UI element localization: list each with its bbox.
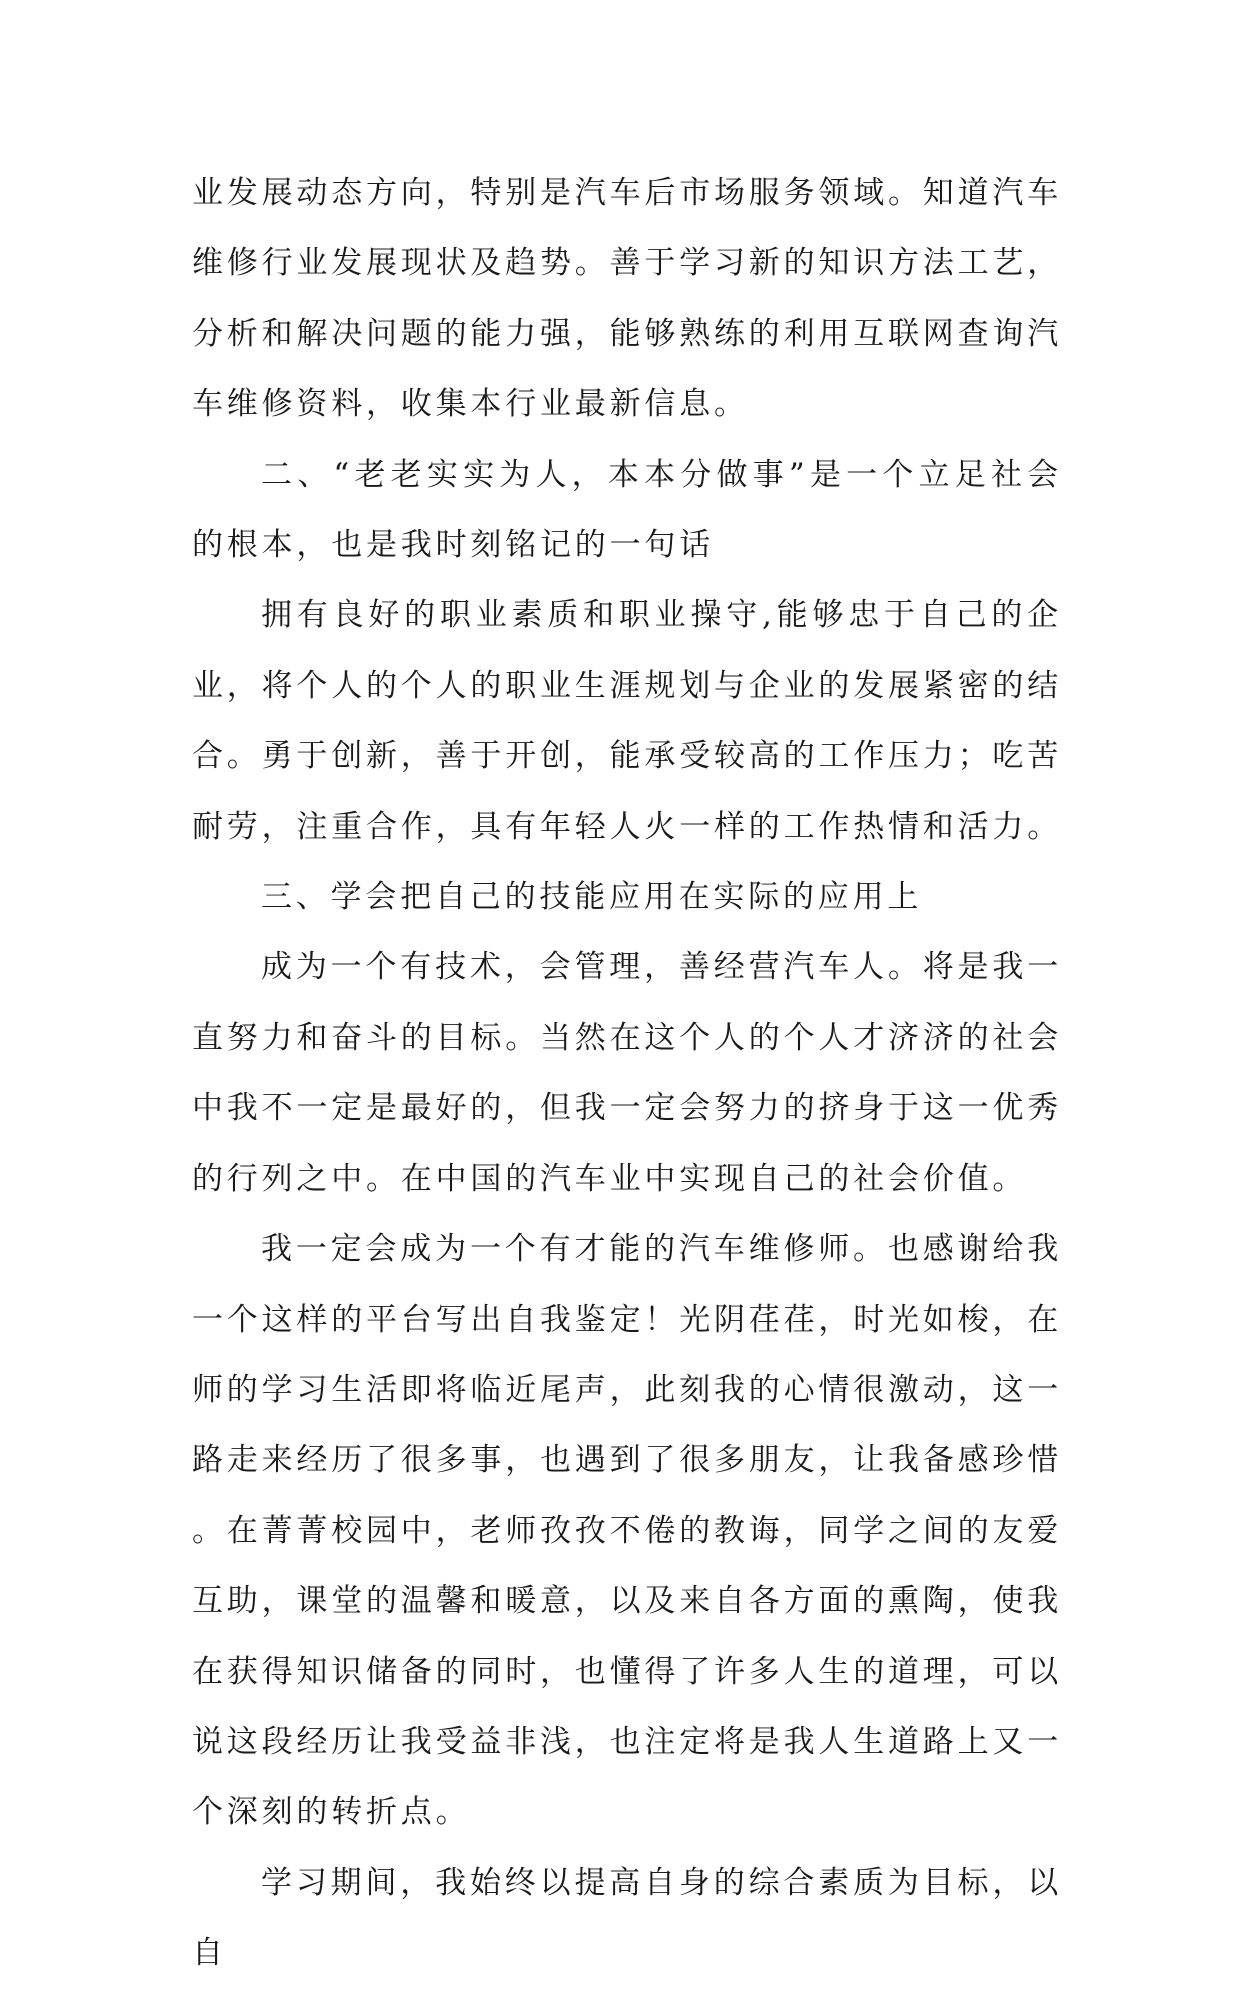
paragraph-6: 我一定会成为一个有才能的汽车维修师。也感谢给我一个这样的平台写出自我鉴定！光阴荏荏，时光如梭，在师的学习生活即将临近尾声，此刻我的心情很激动，这一路走来经历了很多事，也遇到了很多朋友，让我备感珍惜。在菁菁校园中，老师孜孜不倦的教诲，同学之间的友爱互助，课堂的温馨和暖意，以及来自各方面的熏陶，使我在获得知识储备的同时，也懂得了许多人生的道理，可以说这段经历让我受益非浅，也注定将是我人生道路上又一个深刻的转折点。 — [192, 1231, 1062, 1831]
paragraph-7: 学习期间，我始终以提高自身的综合素质为目标，以自 — [192, 1864, 1062, 1972]
paragraph-5: 成为一个有技术，会管理，善经营汽车人。将是我一直努力和奋斗的目标。当然在这个人的个人才济济的社会中我不一定是最好的，但我一定会努力的挤身于这一优秀的行列之中。在中国的汽车业中实现自己的社会价值。 — [192, 949, 1062, 1197]
paragraph-4-heading: 三、学会把自己的技能应用在实际的应用上 — [261, 879, 923, 916]
paragraph-3: 拥有良好的职业素质和职业操守,能够忠于自己的企业，将个人的个人的职业生涯规划与企业的发展紧密的结合。勇于创新，善于开创，能承受较高的工作压力；吃苦耐劳，注重合作，具有年轻人火一样的工作热情和活力。 — [192, 597, 1062, 845]
document-body — [192, 158, 1062, 1989]
paragraph-2-heading: 二、“老老实实为人，本本分做事”是一个立足社会的根本，也是我时刻铭记的一句话 — [192, 456, 1062, 564]
paragraph-1: 业发展动态方向，特别是汽车后市场服务领域。知道汽车维修行业发展现状及趋势。善于学习新的知识方法工艺，分析和解决问题的能力强，能够熟练的利用互联网查询汽车维修资料，收集本行业最新信息。 — [192, 175, 1062, 423]
